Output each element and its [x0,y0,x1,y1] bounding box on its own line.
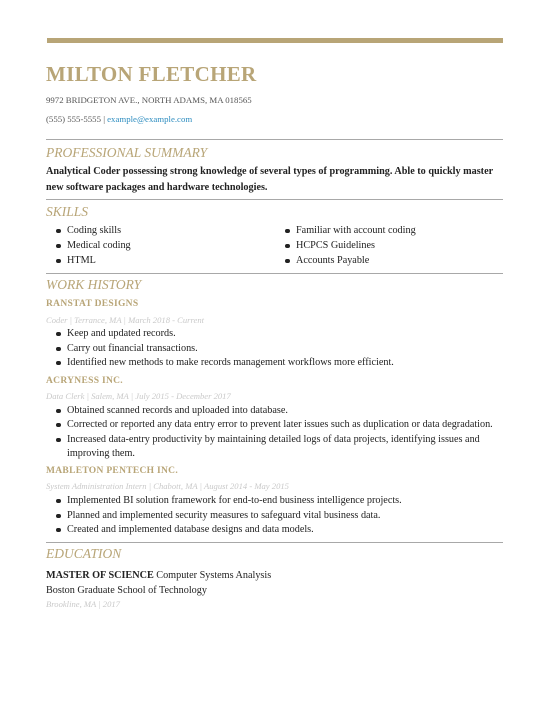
bullet-icon [285,259,290,264]
summary-text: Analytical Coder possessing strong knowledge of several types of programming. Able to quickly master new software packages and hardware technologies. [46,166,493,193]
bullet-icon [56,423,61,428]
skill-item: Coding skills [67,224,121,238]
degree-field: Computer Systems Analysis [156,570,272,581]
divider [46,139,503,140]
divider [46,199,503,200]
top-accent-bar [47,38,503,43]
skill-item: HCPCS Guidelines [296,239,375,253]
bullet-icon [56,438,61,443]
bullet-icon [285,244,290,249]
divider [46,542,503,543]
job-details: Data Clerk | Salem, MA | July 2015 - December 2017 [46,391,231,401]
contact-separator: | [103,114,105,124]
email-link[interactable]: example@example.com [107,114,193,124]
bullet-icon [56,499,61,504]
bullet-icon [56,409,61,414]
job-bullet: Obtained scanned records and uploaded into database. [67,404,288,418]
job-details: System Administration Intern | Chabott, MA | August 2014 - May 2015 [46,481,289,491]
phone: (555) 555-5555 [46,114,101,124]
job-bullet: Planned and implemented security measures to safeguard vital business data. [67,509,380,523]
degree-name: MASTER OF SCIENCE [46,570,154,581]
skill-item: HTML [67,254,96,268]
bullet-icon [56,528,61,533]
job-bullet: Implemented BI solution framework for end-to-end business intelligence projects. [67,494,402,508]
degree-line [46,570,271,581]
bullet-icon [285,229,290,234]
summary-heading: PROFESSIONAL SUMMARY [46,145,208,160]
job-bullet: Corrected or reported any data entry error to prevent later issues such as duplication or data degradation. [67,418,493,432]
bullet-icon [56,259,61,264]
skill-item: Accounts Payable [296,254,369,268]
skills-heading: SKILLS [46,204,89,219]
job-bullet: Created and implemented database designs and data models. [67,523,314,537]
skill-item: Familiar with account coding [296,224,416,238]
bullet-icon [56,514,61,519]
candidate-name: MILTON FLETCHER [46,62,257,86]
skill-item: Medical coding [67,239,131,253]
bullet-icon [56,244,61,249]
job-bullet: Identified new methods to make records management workflows more efficient. [67,356,394,370]
bullet-icon [56,229,61,234]
bullet-icon [56,347,61,352]
job-details: Coder | Terrance, MA | March 2018 - Current [46,315,205,325]
job-bullet: Keep and updated records. [67,327,176,341]
bullet-icon [56,361,61,366]
address: 9972 BRIDGETON AVE., NORTH ADAMS, MA 018565 [46,95,252,105]
work-heading: WORK HISTORY [46,277,142,292]
divider [46,273,503,274]
job-bullet: Increased data-entry productivity by maintaining detailed logs of data projects, identifying issues and improving them. [67,433,507,461]
bullet-icon [56,332,61,337]
job-bullet: Carry out financial transactions. [67,342,198,356]
company-name: RANSTAT DESIGNS [46,299,139,309]
company-name: MABLETON PENTECH INC. [46,466,179,476]
education-details: Brookline, MA | 2017 [46,599,120,609]
company-name: ACRYNESS INC. [46,376,123,386]
contact-line [46,114,192,124]
school-name: Boston Graduate School of Technology [46,585,207,596]
education-heading: EDUCATION [46,546,122,561]
